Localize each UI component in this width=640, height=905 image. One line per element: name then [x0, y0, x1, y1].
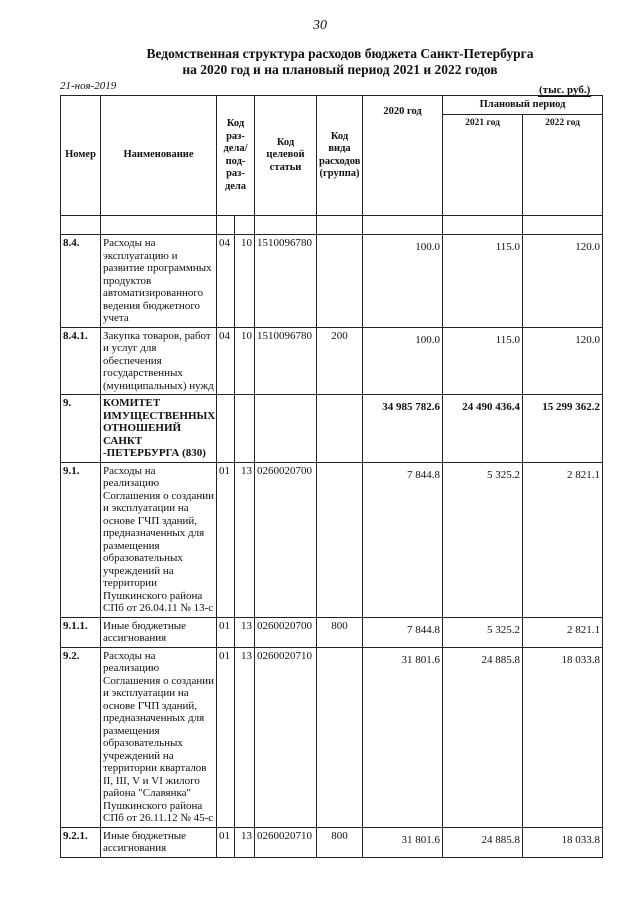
row-target-code: 1510096780	[255, 327, 317, 395]
row-name: Расходы на реализацию Соглашения о создании и эксплуатации на основе ГЧП зданий, предназначенных для размещения образовательных учреждений на территории кварталов II, III, V и VI жилого района "Славянка" Пушкинского района СПб от 26.11.12 № 45-с	[101, 647, 217, 827]
row-expense-type	[317, 395, 363, 463]
row-expense-type: 800	[317, 827, 363, 857]
row-expense-type	[317, 462, 363, 617]
row-section-code: 04	[217, 235, 235, 328]
row-2020: 7 844.8	[363, 617, 443, 647]
row-number: 9.2.	[61, 647, 101, 827]
row-2020: 34 985 782.6	[363, 395, 443, 463]
row-2021: 5 325.2	[443, 462, 523, 617]
header-expense-type: Код вида расходов (группа)	[317, 96, 363, 216]
row-subsection-code: 13	[235, 827, 255, 857]
row-expense-type: 800	[317, 617, 363, 647]
row-section-code	[217, 395, 235, 463]
table-row	[61, 827, 603, 857]
row-2020: 7 844.8	[363, 462, 443, 617]
row-number: 9.1.1.	[61, 617, 101, 647]
row-2021: 5 325.2	[443, 617, 523, 647]
row-subsection-code: 10	[235, 327, 255, 395]
row-section-code: 01	[217, 617, 235, 647]
row-2022: 120.0	[523, 327, 603, 395]
row-expense-type	[317, 647, 363, 827]
row-subsection-code: 13	[235, 647, 255, 827]
row-2022: 2 821.1	[523, 462, 603, 617]
header-target-code: Код целевой статьи	[255, 96, 317, 216]
document-title	[60, 46, 620, 78]
table-row	[61, 327, 603, 395]
row-2020: 100.0	[363, 327, 443, 395]
header-planned-period: Плановый период	[443, 96, 603, 115]
row-2020: 31 801.6	[363, 647, 443, 827]
row-section-code: 01	[217, 462, 235, 617]
header-2020: 2020 год	[363, 96, 443, 216]
budget-table	[60, 95, 603, 858]
row-target-code: 0260020710	[255, 647, 317, 827]
row-2021: 115.0	[443, 327, 523, 395]
row-2022: 15 299 362.2	[523, 395, 603, 463]
row-2021: 24 490 436.4	[443, 395, 523, 463]
units-label: (тыс. руб.)	[539, 84, 591, 96]
row-target-code: 0260020700	[255, 462, 317, 617]
header-name: Наименование	[101, 96, 217, 216]
row-name: Закупка товаров, работ и услуг для обеспечения государственных (муниципальных) нужд	[101, 327, 217, 395]
table-row	[61, 462, 603, 617]
row-2021: 115.0	[443, 235, 523, 328]
row-2022: 18 033.8	[523, 827, 603, 857]
row-2021: 24 885.8	[443, 647, 523, 827]
table-row	[61, 647, 603, 827]
header-2021: 2021 год	[443, 115, 523, 216]
row-2021: 24 885.8	[443, 827, 523, 857]
row-subsection-code: 13	[235, 617, 255, 647]
row-2022: 18 033.8	[523, 647, 603, 827]
table-row	[61, 235, 603, 328]
header-section-code: Код раз- дела/ под- раз- дела	[217, 96, 255, 216]
row-subsection-code: 13	[235, 462, 255, 617]
title-line-2: на 2020 год и на плановый период 2021 и 2022 годов	[182, 62, 498, 77]
row-number: 9.	[61, 395, 101, 463]
row-number: 9.1.	[61, 462, 101, 617]
row-number: 8.4.	[61, 235, 101, 328]
row-2020: 100.0	[363, 235, 443, 328]
row-section-code: 04	[217, 327, 235, 395]
row-name: Иные бюджетные ассигнования	[101, 827, 217, 857]
row-number: 8.4.1.	[61, 327, 101, 395]
row-subsection-code: 10	[235, 235, 255, 328]
row-target-code	[255, 395, 317, 463]
document-date: 21-ноя-2019	[60, 80, 117, 92]
row-subsection-code	[235, 395, 255, 463]
page-number: 30	[313, 18, 327, 33]
row-2020: 31 801.6	[363, 827, 443, 857]
row-name: КОМИТЕТ ИМУЩЕСТВЕННЫХ ОТНОШЕНИЙ САНКТ -ПЕТЕРБУРГА (830)	[101, 395, 217, 463]
row-expense-type	[317, 235, 363, 328]
row-name: Иные бюджетные ассигнования	[101, 617, 217, 647]
table-row	[61, 395, 603, 463]
spacer-row	[61, 216, 603, 235]
row-target-code: 0260020710	[255, 827, 317, 857]
row-target-code: 0260020700	[255, 617, 317, 647]
row-section-code: 01	[217, 827, 235, 857]
header-2022: 2022 год	[523, 115, 603, 216]
row-name: Расходы на реализацию Соглашения о создании и эксплуатации на основе ГЧП зданий, предназначенных для размещения образовательных учреждений на территории Пушкинского района СПб от 26.04.11 № 13-с	[101, 462, 217, 617]
header-number: Номер	[61, 96, 101, 216]
row-expense-type: 200	[317, 327, 363, 395]
row-target-code: 1510096780	[255, 235, 317, 328]
row-name: Расходы на эксплуатацию и развитие программных продуктов автоматизированного ведения бюджетного учета	[101, 235, 217, 328]
title-line-1: Ведомственная структура расходов бюджета Санкт-Петербурга	[146, 46, 534, 61]
row-section-code: 01	[217, 647, 235, 827]
row-number: 9.2.1.	[61, 827, 101, 857]
row-2022: 120.0	[523, 235, 603, 328]
table-row	[61, 617, 603, 647]
row-2022: 2 821.1	[523, 617, 603, 647]
